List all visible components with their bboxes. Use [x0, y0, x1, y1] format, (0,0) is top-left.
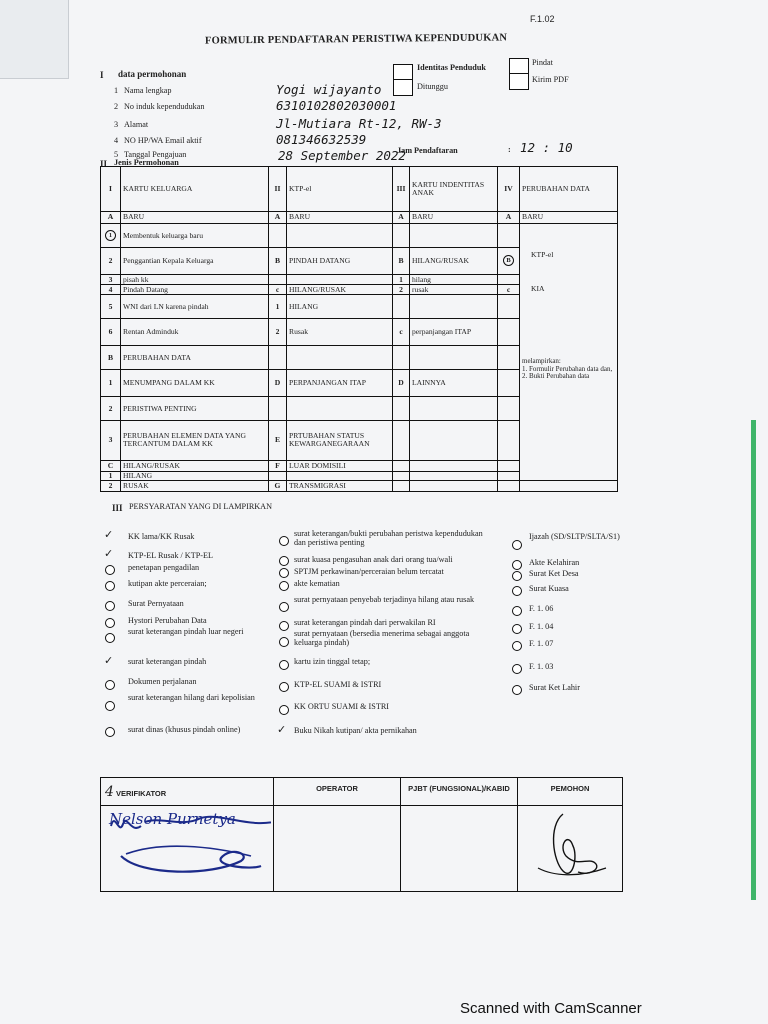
row-code: C [101, 461, 121, 472]
field-label-name: Nama lengkap [124, 86, 172, 95]
radio-empty[interactable] [512, 685, 522, 695]
req-item: F. 1. 06 [529, 604, 554, 613]
paper-corner [0, 0, 69, 79]
row-text[interactable]: LAINNYA [410, 369, 498, 397]
row-text[interactable]: BARU [121, 211, 269, 224]
req-item: kutipan akte perceraian; [128, 579, 207, 588]
row-code: 3 [101, 275, 121, 285]
circled-selection[interactable]: 1 [105, 230, 116, 241]
field-value-date[interactable]: 28 September 2022 [278, 148, 406, 163]
req-item: surat kuasa pengasuhan anak dari orang tua/wali [294, 555, 453, 564]
radio-empty[interactable] [105, 618, 115, 628]
radio-empty[interactable] [279, 556, 289, 566]
radio-empty[interactable] [512, 540, 522, 550]
row-code: c [498, 284, 520, 295]
signature-header [101, 778, 623, 806]
req-item: penetapan pengadilan [128, 563, 200, 572]
radio-empty[interactable] [512, 560, 522, 570]
radio-empty[interactable] [279, 705, 289, 715]
row-text[interactable]: PERPANJANGAN ITAP [287, 369, 393, 397]
pemohon-signature [518, 806, 618, 886]
option-checkbox-kirim-pdf[interactable] [509, 73, 529, 90]
radio-empty[interactable] [279, 682, 289, 692]
pemohon-signature-cell[interactable] [518, 806, 623, 892]
field-value-name[interactable]: Yogi wijayanto [276, 82, 382, 97]
row-text[interactable]: BARU [287, 211, 393, 224]
radio-empty[interactable] [279, 637, 289, 647]
req-item: surat keterangan pindah dari perwakilan RI [294, 618, 436, 627]
col-num: IV [498, 167, 520, 212]
section-1-label: data permohonan [118, 69, 187, 79]
row-code: E [269, 420, 287, 460]
req-item: akte kematian [294, 579, 340, 588]
req-item: Akte Kelahiran [529, 558, 580, 567]
field-value-phone[interactable]: 081346632539 [276, 132, 367, 147]
req-item: surat keterangan pindah [128, 657, 207, 666]
section-3-label: PERSYARATAN YANG DI LAMPIRKAN [129, 502, 273, 511]
col-header-kk: KARTU KELUARGA [121, 167, 269, 212]
form-code: F.1.02 [530, 14, 555, 24]
radio-empty[interactable] [105, 680, 115, 690]
col-num: III [393, 167, 410, 212]
row-text[interactable]: LUAR DOMISILI [287, 461, 393, 472]
table-row [101, 211, 618, 224]
req-item: kartu izin tinggal tetap; [294, 657, 371, 666]
option-label-pindat: Pindat [532, 58, 553, 67]
pemohon-label: PEMOHON [518, 778, 623, 806]
operator-signature-cell[interactable] [274, 806, 401, 892]
jam-separator: : [508, 145, 511, 154]
radio-empty[interactable] [105, 701, 115, 711]
row-text[interactable]: BARU [520, 211, 618, 224]
req-item: Surat Pernyataan [128, 599, 184, 608]
pjbt-label: PJBT (FUNGSIONAL)/KABID [401, 778, 518, 806]
row-text[interactable]: Rusak [287, 318, 393, 346]
row-text[interactable]: PINDAH DATANG [287, 247, 393, 275]
checked-icon[interactable]: ✓ [104, 547, 114, 560]
row-code: 5 [101, 295, 121, 318]
field-label-address: Alamat [124, 120, 149, 129]
signature-table [100, 777, 623, 892]
radio-empty[interactable] [105, 601, 115, 611]
col-num: I [101, 167, 121, 212]
table-header [101, 167, 618, 212]
row-code: 1 [101, 369, 121, 397]
req-item: Buku Nikah kutipan/ akta pernikahan [294, 726, 417, 735]
row-code: A [101, 211, 121, 224]
row-code: G [269, 481, 287, 492]
section-2-label: Jenis Permohonan [114, 158, 179, 167]
row-code: A [393, 211, 410, 224]
row-text[interactable]: pisah kk [121, 275, 269, 285]
req-item: Hystori Perubahan Data [128, 616, 207, 625]
row-code: D [393, 369, 410, 397]
req-item: Ijazah (SD/SLTP/SLTA/S1) [529, 532, 620, 541]
perubahan-kia-label: KIA [531, 284, 545, 293]
field-value-nik[interactable]: 6310102802030001 [276, 98, 397, 113]
radio-empty[interactable] [105, 633, 115, 643]
req-item: surat keterangan hilang dari kepolisian [128, 693, 255, 702]
perubahan-note: melampirkan: 1. Formulir Perubahan data dan, 2. Bukti Perubahan data [522, 357, 613, 380]
verifikator-label: VERIFIKATOR [116, 789, 167, 798]
table-row [101, 481, 618, 492]
req-item: KTP-EL Rusak / KTP-EL [128, 551, 213, 560]
field-label-date: Tanggal Pengajuan [124, 150, 187, 159]
req-item: Surat Kuasa [529, 584, 569, 593]
field-label-nik: No induk kependudukan [124, 102, 205, 111]
row-code: A [498, 211, 520, 224]
section-3-roman: III [112, 503, 123, 513]
row-code: 2 [269, 318, 287, 346]
row-text[interactable]: HILANG/RUSAK [287, 284, 393, 295]
req-item: SPTJM perkawinan/perceraian belum tercatat [294, 567, 444, 576]
row-text[interactable]: HILANG/RUSAK [121, 461, 269, 472]
row-code: 2 [101, 247, 121, 275]
row-text[interactable]: PERISTIWA PENTING [121, 397, 269, 420]
verifikator-mark: 4 [105, 784, 114, 800]
radio-empty[interactable] [105, 565, 115, 575]
req-item: F. 1. 04 [529, 622, 554, 631]
radio-empty[interactable] [279, 602, 289, 612]
row-text[interactable]: RUSAK [121, 481, 269, 492]
signature-row [101, 806, 623, 892]
field-num: 5 [114, 150, 119, 159]
row-text[interactable]: PERUBAHAN DATA [121, 346, 269, 369]
row-code: 2 [101, 481, 121, 492]
req-item: KK lama/KK Rusak [128, 532, 195, 541]
row-code: B [393, 247, 410, 275]
req-item: KTP-EL SUAMI & ISTRI [294, 680, 382, 689]
option-checkbox-ditunggu[interactable] [393, 79, 413, 96]
section-2-roman: II [100, 159, 108, 169]
section-1-roman: I [100, 70, 104, 80]
row-text[interactable]: WNI dari LN karena pindah [121, 295, 269, 318]
row-text[interactable]: PERUBAHAN ELEMEN DATA YANG TERCANTUM DALAM KK [121, 420, 269, 460]
radio-empty[interactable] [512, 624, 522, 634]
req-item: surat pernyataan (bersedia menerima sebagai anggota keluarga pindah) [294, 629, 470, 647]
req-item: surat keterangan pindah luar negeri [128, 627, 244, 636]
checked-icon[interactable]: ✓ [104, 654, 114, 667]
req-item: F. 1. 03 [529, 662, 554, 671]
req-item: Dokumen perjalanan [128, 677, 197, 686]
operator-label: OPERATOR [274, 778, 401, 806]
perubahan-ktp-label: KTP-el [531, 250, 554, 259]
option-label-identitas: Identitas Penduduk [417, 63, 486, 72]
green-edge [751, 420, 756, 900]
row-code: 2 [101, 397, 121, 420]
row-text[interactable]: TRANSMIGRASI [287, 481, 393, 492]
radio-empty[interactable] [279, 581, 289, 591]
row-text[interactable]: rusak [410, 284, 498, 295]
jam-label: Jam Pendaftaran [397, 146, 458, 155]
col-num: II [269, 167, 287, 212]
row-code: c [269, 284, 287, 295]
option-label-kirim-pdf: Kirim PDF [532, 75, 569, 84]
row-code: B [269, 247, 287, 275]
option-label-ditunggu: Ditunggu [417, 82, 448, 91]
row-code: 6 [101, 318, 121, 346]
row-code: 2 [393, 284, 410, 295]
row-text[interactable]: HILANG [121, 471, 269, 481]
row-text[interactable]: BARU [410, 211, 498, 224]
col-header-perubahan: PERUBAHAN DATA [520, 167, 618, 212]
verifikator-signature-cell[interactable] [101, 806, 274, 892]
radio-empty[interactable] [279, 568, 289, 578]
row-code: c [393, 318, 410, 346]
verifikator-sign-text: Nelson Purnetya [109, 810, 236, 828]
field-num: 2 [114, 102, 119, 111]
circled-selection[interactable]: B [503, 255, 514, 266]
row-code: B [101, 346, 121, 369]
row-code: 4 [101, 284, 121, 295]
row-text[interactable]: hilang [410, 275, 498, 285]
row-code: A [269, 211, 287, 224]
field-num: 1 [114, 86, 119, 95]
row-text[interactable]: perpanjangan ITAP [410, 318, 498, 346]
field-num: 3 [114, 120, 119, 129]
row-code: 1 [393, 275, 410, 285]
row-text[interactable]: HILANG [287, 295, 393, 318]
radio-empty[interactable] [279, 621, 289, 631]
req-item: surat pernyataan penyebab terjadinya hilang atau rusak [294, 595, 475, 604]
req-item: Surat Ket Desa [529, 569, 579, 578]
radio-empty[interactable] [512, 664, 522, 674]
application-type-table [100, 166, 618, 492]
row-text[interactable]: HILANG/RUSAK [410, 247, 498, 275]
row-text[interactable]: MENUMPANG DALAM KK [121, 369, 269, 397]
pjbt-signature-cell[interactable] [401, 806, 518, 892]
row-text[interactable]: Rentan Adminduk [121, 318, 269, 346]
row-text[interactable]: Pindah Datang [121, 284, 269, 295]
radio-empty[interactable] [512, 606, 522, 616]
row-code: D [269, 369, 287, 397]
row-text[interactable]: Penggantian Kepala Keluarga [121, 247, 269, 275]
req-item: surat dinas (khusus pindah online) [128, 725, 241, 734]
row-code: 1 [101, 471, 121, 481]
radio-empty[interactable] [279, 536, 289, 546]
req-item: surat keterangan/bukti perubahan peristwa kependudukan dan peristiwa penting [294, 529, 483, 547]
req-item: Surat Ket Lahir [529, 683, 580, 692]
row-code: F [269, 461, 287, 472]
radio-empty[interactable] [105, 727, 115, 737]
radio-empty[interactable] [512, 571, 522, 581]
radio-empty[interactable] [279, 660, 289, 670]
row-text[interactable]: Membentuk keluarga baru [121, 224, 269, 247]
row-code: 3 [101, 420, 121, 460]
req-item: KK ORTU SUAMI & ISTRI [294, 702, 390, 711]
scanner-watermark: Scanned with CamScanner [460, 1000, 642, 1017]
radio-empty[interactable] [512, 586, 522, 596]
col-header-kia: KARTU INDENTITAS ANAK [410, 167, 498, 212]
field-num: 4 [114, 136, 119, 145]
req-item: F. 1. 07 [529, 639, 554, 648]
radio-empty[interactable] [105, 581, 115, 591]
field-value-address[interactable]: Jl-Mutiara Rt-12, RW-3 [276, 116, 442, 131]
form-title: FORMULIR PENDAFTARAN PERISTIWA KEPENDUDUKAN [204, 32, 508, 47]
radio-empty[interactable] [512, 641, 522, 651]
jam-value[interactable]: 12 : 10 [520, 140, 573, 155]
field-label-phone: NO HP/WA Email aktif [124, 136, 202, 145]
checked-icon[interactable]: ✓ [104, 528, 114, 541]
checked-icon[interactable]: ✓ [277, 723, 287, 736]
col-header-ktp: KTP-el [287, 167, 393, 212]
row-text[interactable]: PRTUBAHAN STATUS KEWARGANEGARAAN [287, 420, 393, 460]
row-code: 1 [269, 295, 287, 318]
table-row [101, 224, 618, 247]
